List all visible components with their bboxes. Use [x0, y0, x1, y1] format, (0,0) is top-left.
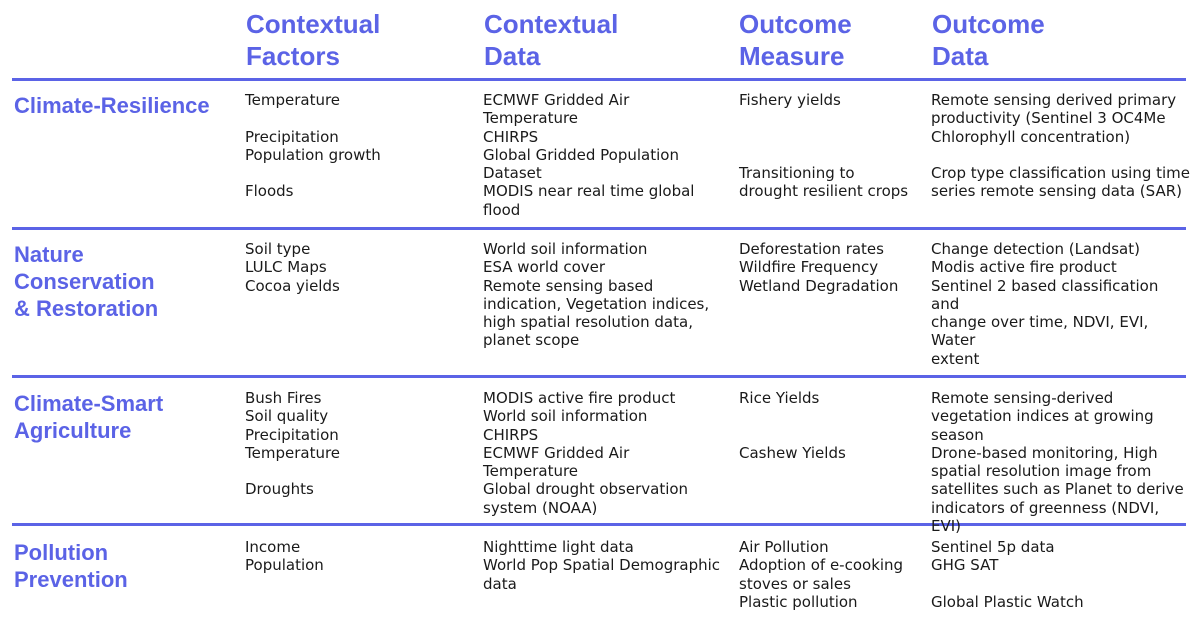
- cell-line: Nighttime light data: [483, 538, 634, 556]
- cell-line: high spatial resolution data,: [483, 313, 693, 332]
- cell-line: [931, 575, 1191, 593]
- outcome-data-cell: [931, 389, 1191, 535]
- cell-line: Temperature: [245, 91, 341, 109]
- cell-line: Sentinel 2 based classification and: [931, 276, 1159, 313]
- cell-line: [739, 407, 924, 425]
- cell-line: [245, 462, 470, 480]
- cell-line: Droughts: [245, 480, 314, 499]
- cell-line: change over time, NDVI, EVI, Water: [931, 313, 1149, 350]
- cell-line: Remote sensing based: [483, 276, 654, 295]
- cell-line: [739, 146, 924, 164]
- cell-line: spatial resolution image from: [931, 462, 1152, 481]
- cell-line: Deforestation rates: [739, 240, 884, 258]
- cell-line: Crop type classification using time: [931, 164, 1191, 183]
- cell-line: ECMWF Gridded Air: [483, 91, 630, 109]
- cell-line: Cocoa yields: [245, 276, 340, 295]
- contextual-factors-cell: [245, 91, 470, 201]
- cell-line: series remote sensing data (SAR): [931, 182, 1182, 201]
- cell-line: World Pop Spatial Demographic: [483, 556, 721, 575]
- header-outcome-data: Outcome Data: [932, 9, 1045, 71]
- contextual-data-cell: [483, 538, 728, 593]
- cell-line: ESA world cover: [483, 258, 606, 277]
- cell-line: indication, Vegetation indices,: [483, 294, 710, 313]
- cell-line: Soil type: [245, 240, 311, 258]
- row-label-nature-conservation: Nature Conservation & Restoration: [14, 242, 159, 321]
- cell-line: [739, 426, 924, 444]
- contextual-data-cell: [483, 91, 728, 219]
- cell-line: Remote sensing-derived: [931, 389, 1114, 407]
- cell-line: Temperature: [483, 462, 579, 481]
- contextual-factors-cell: [245, 240, 470, 295]
- outcome-data-cell: [931, 240, 1191, 368]
- cell-line: Temperature: [245, 443, 341, 462]
- cell-line: Global Plastic Watch: [931, 592, 1084, 611]
- cell-line: Cashew Yields: [739, 443, 846, 462]
- outcome-measure-cell: [739, 538, 924, 611]
- header-contextual-factors: Contextual Factors: [246, 9, 381, 71]
- cell-line: [739, 109, 924, 127]
- cell-line: [245, 109, 470, 127]
- cell-line: LULC Maps: [245, 258, 327, 277]
- cell-line: [739, 128, 924, 146]
- cell-line: Air Pollution: [739, 538, 829, 556]
- header-contextual-data: Contextual Data: [484, 9, 619, 71]
- header-divider: [12, 78, 1186, 81]
- cell-line: vegetation indices at growing: [931, 407, 1154, 426]
- cell-line: Plastic pollution: [739, 592, 858, 611]
- cell-line: Change detection (Landsat): [931, 240, 1140, 258]
- outcome-data-cell: [931, 538, 1191, 611]
- cell-line: data: [483, 574, 517, 593]
- cell-line: Remote sensing derived primary: [931, 91, 1177, 109]
- cell-line: system (NOAA): [483, 498, 598, 517]
- outcome-measure-cell: [739, 91, 924, 201]
- cell-line: indicators of greenness (NDVI, EVI): [931, 498, 1160, 536]
- cell-line: Population growth: [245, 145, 381, 164]
- contextual-data-cell: [483, 240, 728, 350]
- outcome-measure-cell: [739, 389, 924, 462]
- cell-line: Population: [245, 556, 324, 575]
- contextual-data-cell: [483, 389, 728, 517]
- cell-line: extent: [931, 349, 980, 368]
- cell-line: Global Gridded Population: [483, 145, 679, 164]
- cell-line: [931, 146, 1191, 164]
- cell-line: Drone-based monitoring, High: [931, 443, 1158, 462]
- cell-line: CHIRPS: [483, 127, 539, 146]
- row-divider: [12, 375, 1186, 378]
- cell-line: Dataset: [483, 164, 542, 183]
- cell-line: Soil quality: [245, 407, 329, 426]
- cell-line: World soil information: [483, 407, 648, 426]
- contextual-factors-cell: [245, 389, 470, 499]
- cell-line: Transitioning to: [739, 164, 855, 183]
- cell-line: Chlorophyll concentration): [931, 127, 1131, 146]
- contextual-factors-cell: [245, 538, 470, 575]
- cell-line: Global drought observation: [483, 480, 689, 499]
- cell-line: planet scope: [483, 331, 580, 350]
- cell-line: GHG SAT: [931, 556, 999, 575]
- cell-line: CHIRPS: [483, 425, 539, 444]
- row-label-climate-smart-agriculture: Climate-Smart Agriculture: [14, 391, 164, 443]
- cell-line: Adoption of e-cooking: [739, 556, 904, 575]
- cell-line: Bush Fires: [245, 389, 322, 407]
- cell-line: Modis active fire product: [931, 258, 1117, 277]
- cell-line: productivity (Sentinel 3 OC4Me: [931, 109, 1166, 128]
- cell-line: Temperature: [483, 109, 579, 128]
- cell-line: Income: [245, 538, 301, 556]
- cell-line: Floods: [245, 182, 294, 201]
- outcome-data-cell: [931, 91, 1191, 201]
- cell-line: satellites such as Planet to derive: [931, 480, 1184, 499]
- cell-line: season: [931, 425, 984, 444]
- cell-line: Precipitation: [245, 127, 339, 146]
- cell-line: MODIS active fire product: [483, 389, 676, 407]
- row-label-climate-resilience: Climate-Resilience: [14, 93, 210, 118]
- cell-line: ECMWF Gridded Air: [483, 443, 630, 462]
- cell-line: drought resilient crops: [739, 182, 909, 201]
- row-divider: [12, 227, 1186, 230]
- cell-line: World soil information: [483, 240, 648, 258]
- row-label-pollution-prevention: Pollution Prevention: [14, 540, 128, 592]
- cell-line: MODIS near real time global: [483, 182, 695, 201]
- cell-line: flood: [483, 200, 521, 219]
- cell-line: stoves or sales: [739, 574, 851, 593]
- cell-line: Fishery yields: [739, 91, 841, 109]
- outcome-measure-cell: [739, 240, 924, 295]
- cell-line: Sentinel 5p data: [931, 538, 1055, 556]
- cell-line: Rice Yields: [739, 389, 820, 407]
- cell-line: Wetland Degradation: [739, 276, 899, 295]
- cell-line: Precipitation: [245, 425, 339, 444]
- header-outcome-measure: Outcome Measure: [739, 9, 852, 71]
- cell-line: [245, 164, 470, 182]
- cell-line: Wildfire Frequency: [739, 258, 879, 277]
